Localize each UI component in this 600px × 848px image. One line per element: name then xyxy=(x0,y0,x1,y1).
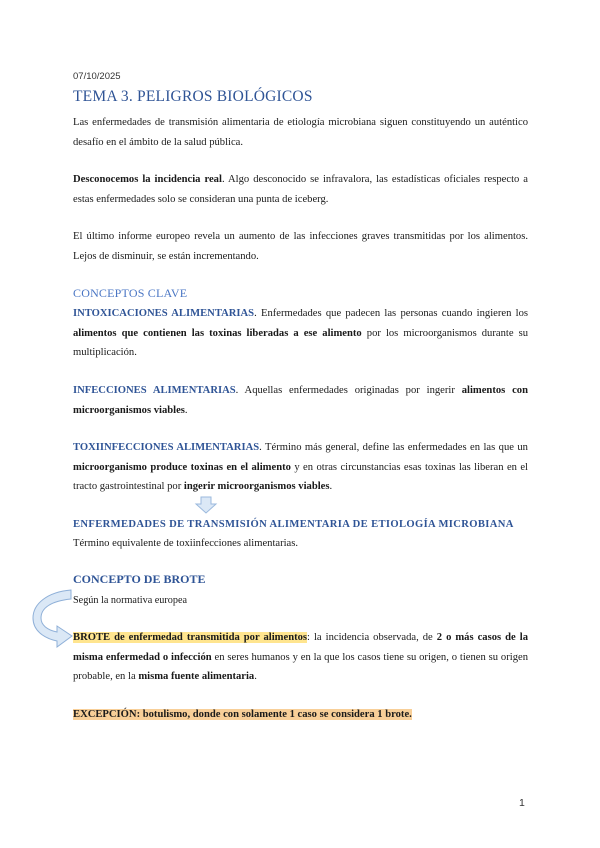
page-title: TEMA 3. PELIGROS BIOLÓGICOS xyxy=(73,88,313,105)
etiologia-heading-text: ENFERMEDADES DE TRANSMISIÓN ALIMENTARIA DE ETIOLOGÍA MICROBIANA xyxy=(73,519,514,530)
report-paragraph: El último informe europeo revela un aumento de las infecciones graves transmitidas por los alimentos. Lejos de disminuir, se están incrementando. xyxy=(73,231,528,262)
incidence-text: . Algo desconocido se infravalora, las estadísticas oficiales respecto a estas enfermedades solo se consideran una punta de iceberg. xyxy=(73,174,529,205)
brote-heading: CONCEPTO DE BROTE xyxy=(73,572,206,586)
conceptos-heading: CONCEPTOS CLAVE xyxy=(73,286,188,300)
brote-text-end: . xyxy=(254,671,257,682)
infecciones-text: . Aquellas enfermedades originadas por ingerir xyxy=(235,385,462,396)
infecciones-bold: alimentos con microorganismos viables xyxy=(73,385,528,416)
brote-text-mid: en seres humanos y en la que los casos tiene su origen, o tienen su origen probable, en la xyxy=(73,651,528,682)
excepcion-highlight: EXCEPCIÓN: botulismo, donde con solamente 1 caso se considera 1 brote. xyxy=(73,709,412,720)
brote-subtitle: Según la normativa europea xyxy=(73,595,188,606)
intoxicaciones-bold: alimentos que contienen las toxinas liberadas a ese alimento xyxy=(73,327,362,339)
intoxicaciones-text-end: por los microorganismos durante su multiplicación. xyxy=(73,327,528,358)
brote-bold: 2 o más casos de la misma enfermedad o infección xyxy=(73,632,528,663)
toxiinfecciones-bold: microorganismo produce toxinas en el alimento xyxy=(73,461,291,473)
page-number: 1 xyxy=(519,797,525,809)
toxiinfecciones-bold-2: ingerir microorganismos viables xyxy=(183,481,330,492)
infecciones-text-end: . xyxy=(184,404,188,416)
etiologia-text: Término equivalente de toxiinfecciones alimentarias. xyxy=(73,538,299,549)
brote-bold-2: misma fuente alimentaria xyxy=(138,671,255,682)
toxiinfecciones-text: . Término más general, define las enfermedades en las que un xyxy=(259,442,528,453)
toxiinfecciones-term: TOXIINFECCIONES ALIMENTARIAS xyxy=(73,442,260,453)
infecciones-paragraph xyxy=(73,381,528,420)
document-date: 07/10/2025 xyxy=(73,71,121,82)
toxiinfecciones-text-end: . xyxy=(329,481,333,492)
intro-paragraph: Las enfermedades de transmisión alimentaria de etiología microbiana siguen constituyendo un auténtico desafío en el ámbito de la salud pública. xyxy=(73,117,528,148)
incidence-bold: Desconocemos la incidencia real xyxy=(73,174,222,185)
curved-arrow-icon xyxy=(27,586,79,650)
brote-paragraph xyxy=(73,628,528,687)
incidence-paragraph xyxy=(73,170,528,209)
infecciones-term: INFECCIONES ALIMENTARIAS xyxy=(73,385,236,396)
brote-text: : la incidencia observada, de xyxy=(307,632,437,643)
excepcion-paragraph xyxy=(73,705,528,725)
toxiinfecciones-text-mid: y en otras circunstancias esas toxinas las liberan en el tracto gastrointestinal por xyxy=(73,461,529,492)
toxiinfecciones-paragraph xyxy=(73,438,528,497)
brote-definition-highlight: BROTE de enfermedad transmitida por alimentos xyxy=(73,632,308,643)
etiologia-heading xyxy=(73,515,528,535)
intoxicaciones-paragraph xyxy=(73,304,528,363)
intoxicaciones-text: . Enfermedades que padecen las personas cuando ingieren los xyxy=(254,308,528,319)
intoxicaciones-term: INTOXICACIONES ALIMENTARIAS xyxy=(73,308,255,319)
down-arrow-icon xyxy=(194,496,218,514)
